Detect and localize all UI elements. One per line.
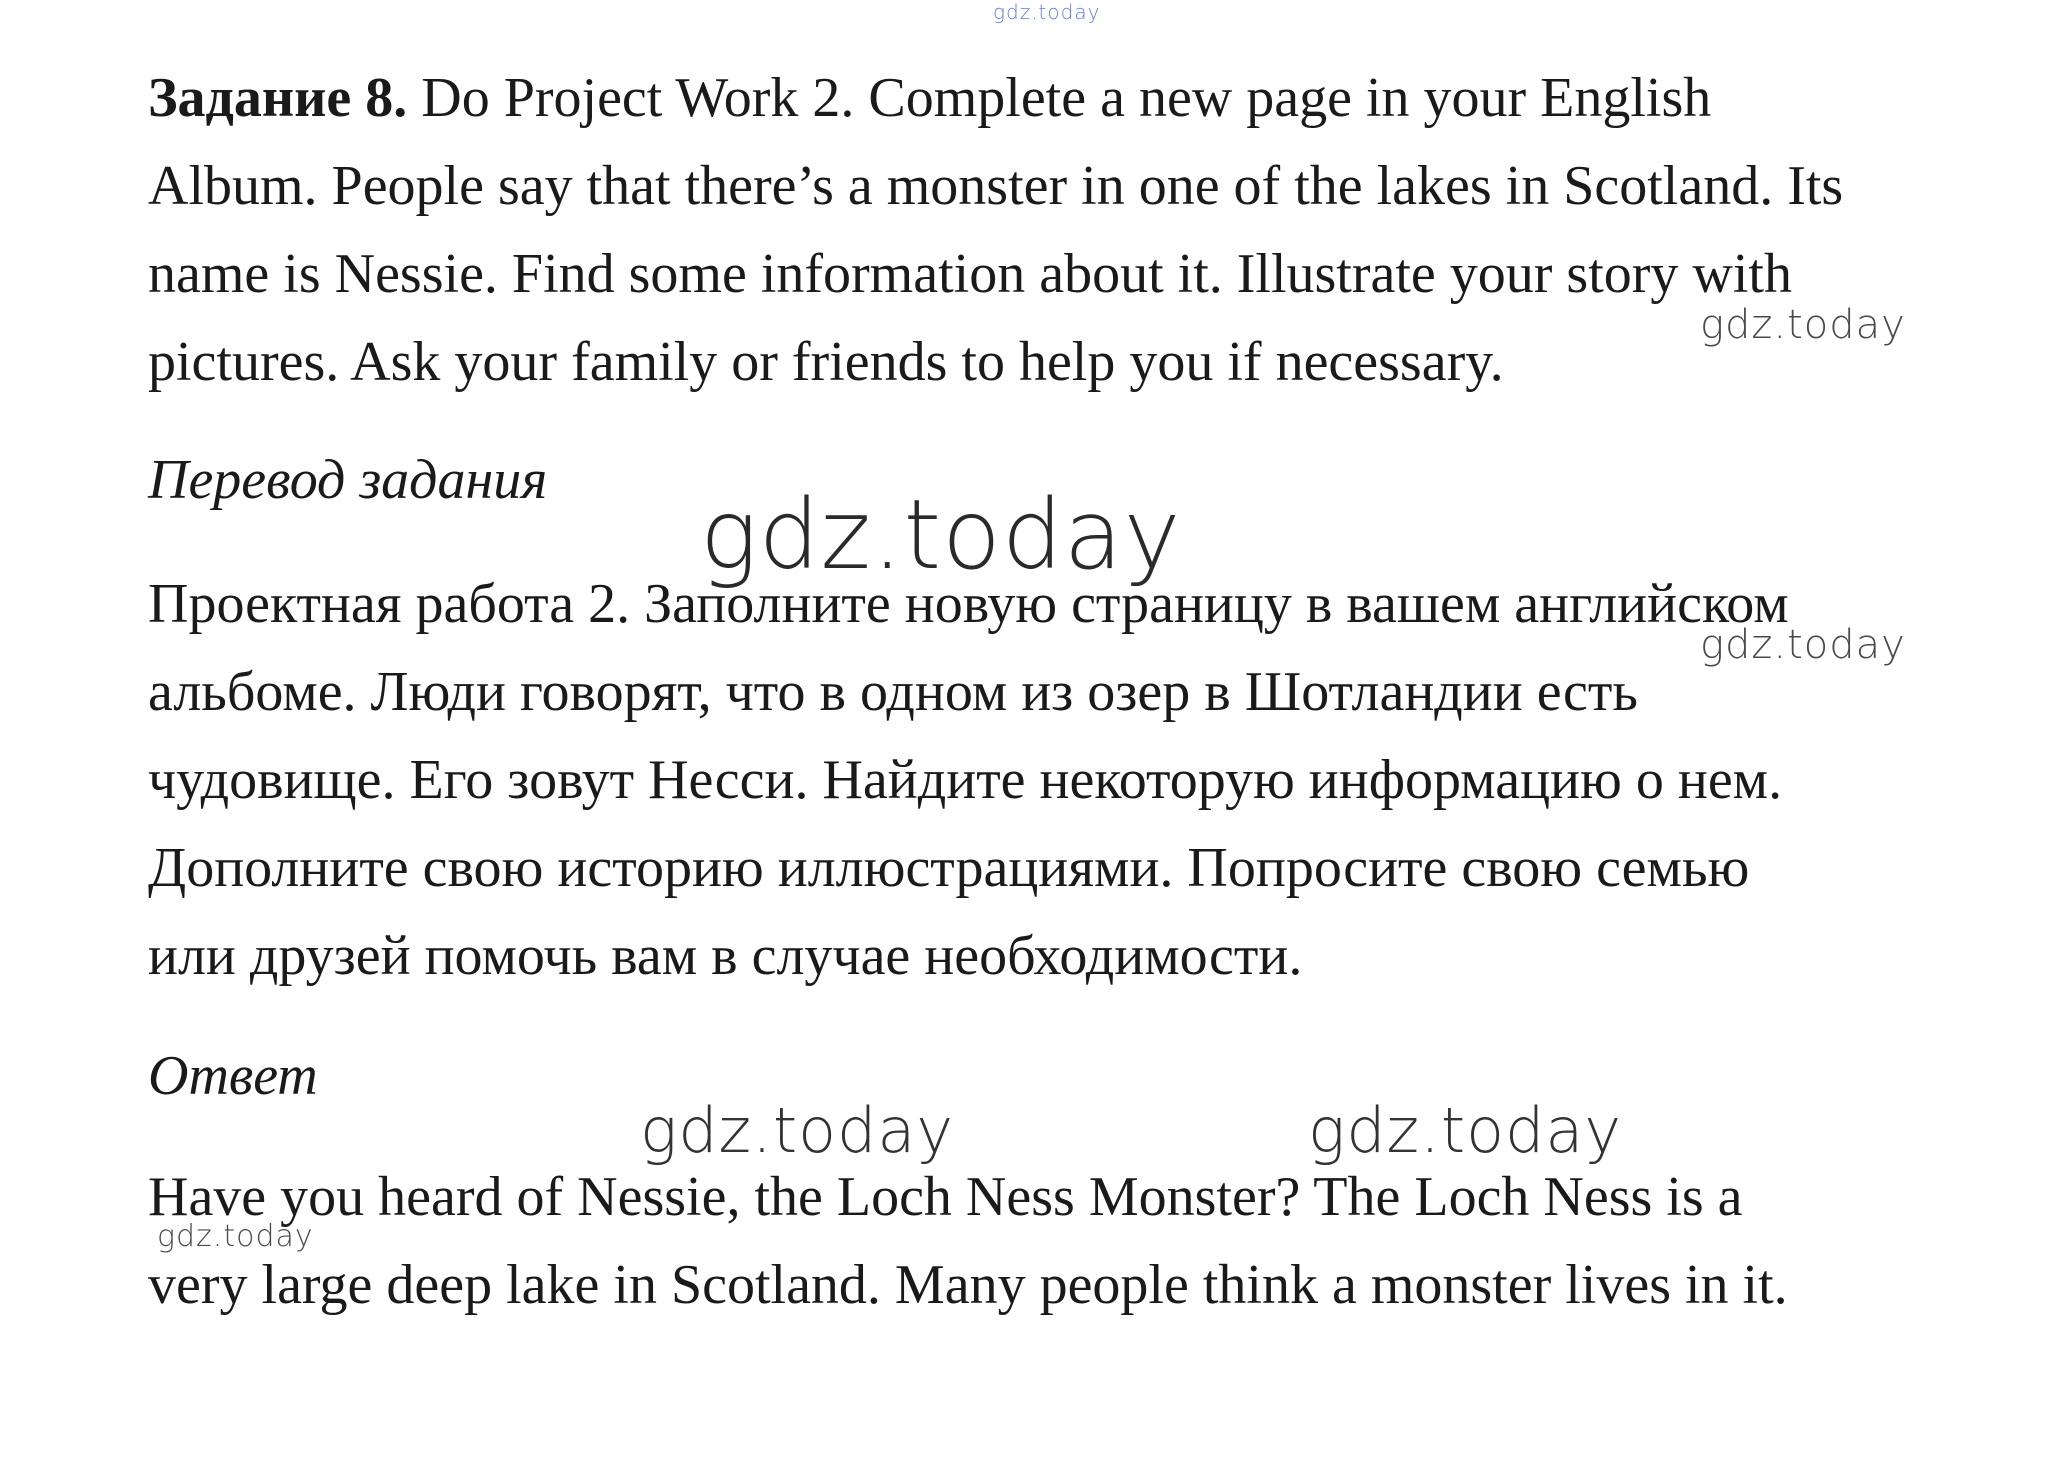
task-label: Задание 8. (148, 67, 408, 129)
translation-line-3: чудовище. Его зовут Несси. Найдите некоторую информацию о нем. (148, 749, 1783, 811)
answer-line-2: very large deep lake in Scotland. Many people think a monster lives in it. (148, 1254, 1788, 1316)
watermark-right-2: gdz.today (1700, 622, 1906, 668)
watermark-mid-right: gdz.today (1308, 1094, 1623, 1167)
translation-line-1: Проектная работа 2. Заполните новую страницу в вашем английском (148, 573, 1789, 635)
watermark-top: gdz.today (993, 0, 1101, 24)
watermark-mid-left: gdz.today (640, 1094, 955, 1167)
translation-line-4: Дополните свою историю иллюстрациями. Попросите свою семью (148, 837, 1750, 899)
answer-line-1: Have you heard of Nessie, the Loch Ness Monster? The Loch Ness is a (148, 1166, 1743, 1228)
watermark-small-left: gdz.today (157, 1219, 314, 1254)
translation-heading: Перевод задания (148, 449, 548, 511)
task-paragraph (148, 54, 1948, 406)
task-line-1-text: Do Project Work 2. Complete a new page in your English (407, 67, 1712, 129)
task-line-3: name is Nessie. Find some information about it. Illustrate your story with (148, 243, 1792, 305)
answer-paragraph (148, 1153, 1948, 1329)
translation-paragraph (148, 560, 1948, 1000)
task-line-1 (148, 54, 1948, 142)
task-line-4: pictures. Ask your family or friends to help you if necessary. (148, 331, 1504, 393)
watermark-right-1: gdz.today (1700, 302, 1906, 348)
task-line-2: Album. People say that there’s a monster in one of the lakes in Scotland. Its (148, 155, 1844, 217)
translation-line-2: альбоме. Люди говорят, что в одном из озер в Шотландии есть (148, 661, 1638, 723)
answer-heading: Ответ (148, 1045, 318, 1107)
translation-line-5: или друзей помочь вам в случае необходимости. (148, 925, 1303, 987)
watermark-big-center: gdz.today (700, 479, 1182, 591)
